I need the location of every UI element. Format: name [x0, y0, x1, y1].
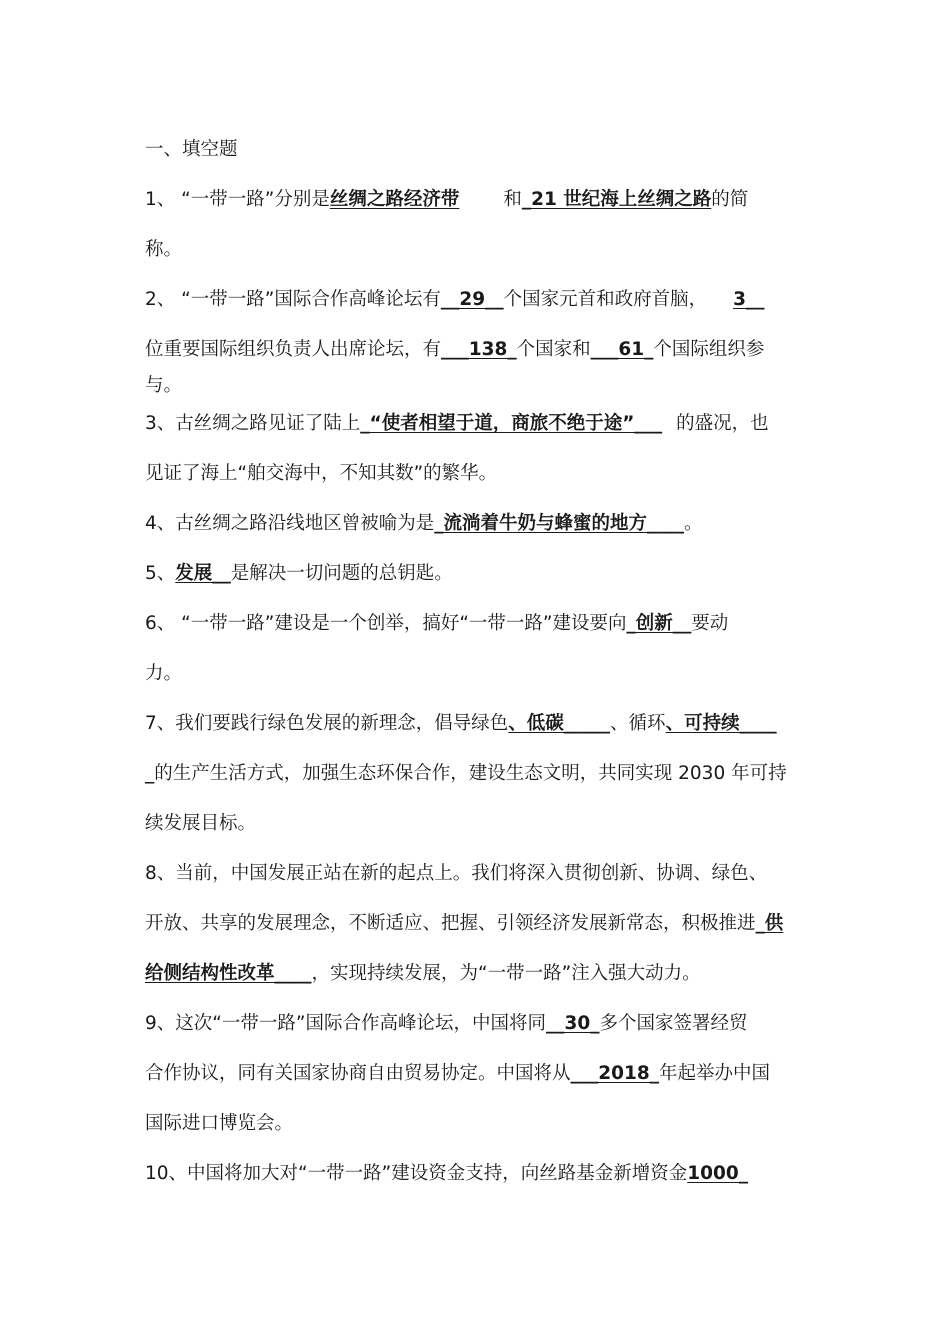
question-1-line-2: 称。 [145, 239, 183, 260]
question-text: 10、中国将加大对“一带一路”建设资金支持，向丝路基金新增资金 [145, 1163, 688, 1184]
question-10-line-1 [145, 1160, 748, 1188]
question-text: 3、古丝绸之路见证了陆上 [145, 413, 361, 434]
question-2-line-1 [145, 286, 764, 314]
answer-blank: 、低碳_____ [508, 713, 611, 734]
question-7-line-2 [145, 760, 787, 788]
question-text: 、循环 [610, 713, 666, 734]
question-7-line-3: 续发展目标。 [145, 813, 257, 834]
question-text: 2、 “一带一路”国际合作高峰论坛有 [145, 289, 441, 310]
question-8-line-1: 8、当前，中国发展正站在新的起点上。我们将深入贯彻创新、协调、绿色、 [145, 863, 768, 884]
question-text: 1、 “一带一路”分别是 [145, 189, 330, 210]
answer-blank: 、可持续____ [665, 713, 777, 734]
answer-blank: _“使者相望于道，商旅不绝于途”___ [360, 413, 663, 434]
question-text: 合作协议，同有关国家协商自由贸易协定。中国将从 [145, 1063, 571, 1084]
answer-blank: _供 [755, 913, 784, 934]
answer-blank: ___138_ [441, 339, 517, 360]
answer-blank: 1000_ [687, 1163, 748, 1184]
question-text: ，实现持续发展，为“一带一路”注入强大动力。 [311, 963, 701, 984]
question-text: 9、这次“一带一路”国际合作高峰论坛，中国将同 [145, 1013, 546, 1034]
question-text: 和 [503, 189, 522, 210]
answer-blank: _流淌着牛奶与蜂蜜的地方____ [434, 513, 685, 534]
question-7-line-1 [145, 710, 777, 738]
question-6-line-1 [145, 610, 728, 638]
question-text: 5、 [145, 563, 176, 584]
question-text: 的简 [711, 189, 749, 210]
question-4-line-1 [145, 510, 703, 538]
answer-blank: 发展__ [175, 563, 231, 584]
question-9-line-1 [145, 1010, 747, 1038]
question-text: 4、古丝绸之路沿线地区曾被喻为是 [145, 513, 435, 534]
answer-blank: 给侧结构性改革____ [145, 963, 312, 984]
question-text: 开放、共享的发展理念，不断适应、把握、引领经济发展新常态，积极推进 [145, 913, 756, 934]
question-3-line-2: 见证了海上“舶交海中，不知其数”的繁华。 [145, 463, 498, 484]
answer-blank: __29__ [440, 289, 504, 310]
question-text: 年起举办中国 [659, 1063, 771, 1084]
question-text: 个国家元首和政府首脑， [503, 289, 708, 310]
question-text: 多个国家签署经贸 [599, 1013, 748, 1034]
question-9-line-2 [145, 1060, 770, 1088]
answer-blank: ___2018_ [570, 1063, 660, 1084]
question-6-line-2: 力。 [145, 663, 183, 684]
question-8-line-3 [145, 960, 701, 988]
question-text: 的生产生活方式，加强生态环保合作，建设生态文明，共同实现 2030 年可持 [154, 763, 787, 784]
question-2-line-2 [145, 336, 764, 364]
answer-blank: 3__ [733, 289, 765, 310]
question-5-line-1 [145, 560, 453, 588]
question-text: 的盛况，也 [676, 413, 769, 434]
question-text: 位重要国际组织负责人出席论坛，有 [145, 339, 442, 360]
section-heading: 一、填空题 [145, 139, 238, 160]
question-text: 是解决一切问题的总钥匙。 [230, 563, 453, 584]
question-text: 6、 “一带一路”建设是一个创举，搞好“一带一路”建设要向 [145, 613, 627, 634]
answer-blank: _21 世纪海上丝绸之路 [521, 189, 712, 210]
question-text: 要动 [691, 613, 729, 634]
answer-blank: 丝绸之路经济带 [329, 189, 460, 210]
answer-blank: ___61_ [590, 339, 654, 360]
answer-blank: _ [145, 763, 155, 784]
question-text: 个国际组织参 [653, 339, 765, 360]
question-1-line-1 [145, 186, 748, 214]
answer-blank: __30_ [545, 1013, 600, 1034]
question-3-line-1 [145, 410, 769, 438]
answer-blank: _创新__ [626, 613, 692, 634]
question-2-line-3: 与。 [145, 375, 183, 396]
question-8-line-2 [145, 910, 783, 938]
question-text: 个国家和 [516, 339, 591, 360]
question-9-line-3: 国际进口博览会。 [145, 1113, 294, 1134]
question-text: 。 [684, 513, 703, 534]
question-text: 7、我们要践行绿色发展的新理念，倡导绿色 [145, 713, 509, 734]
